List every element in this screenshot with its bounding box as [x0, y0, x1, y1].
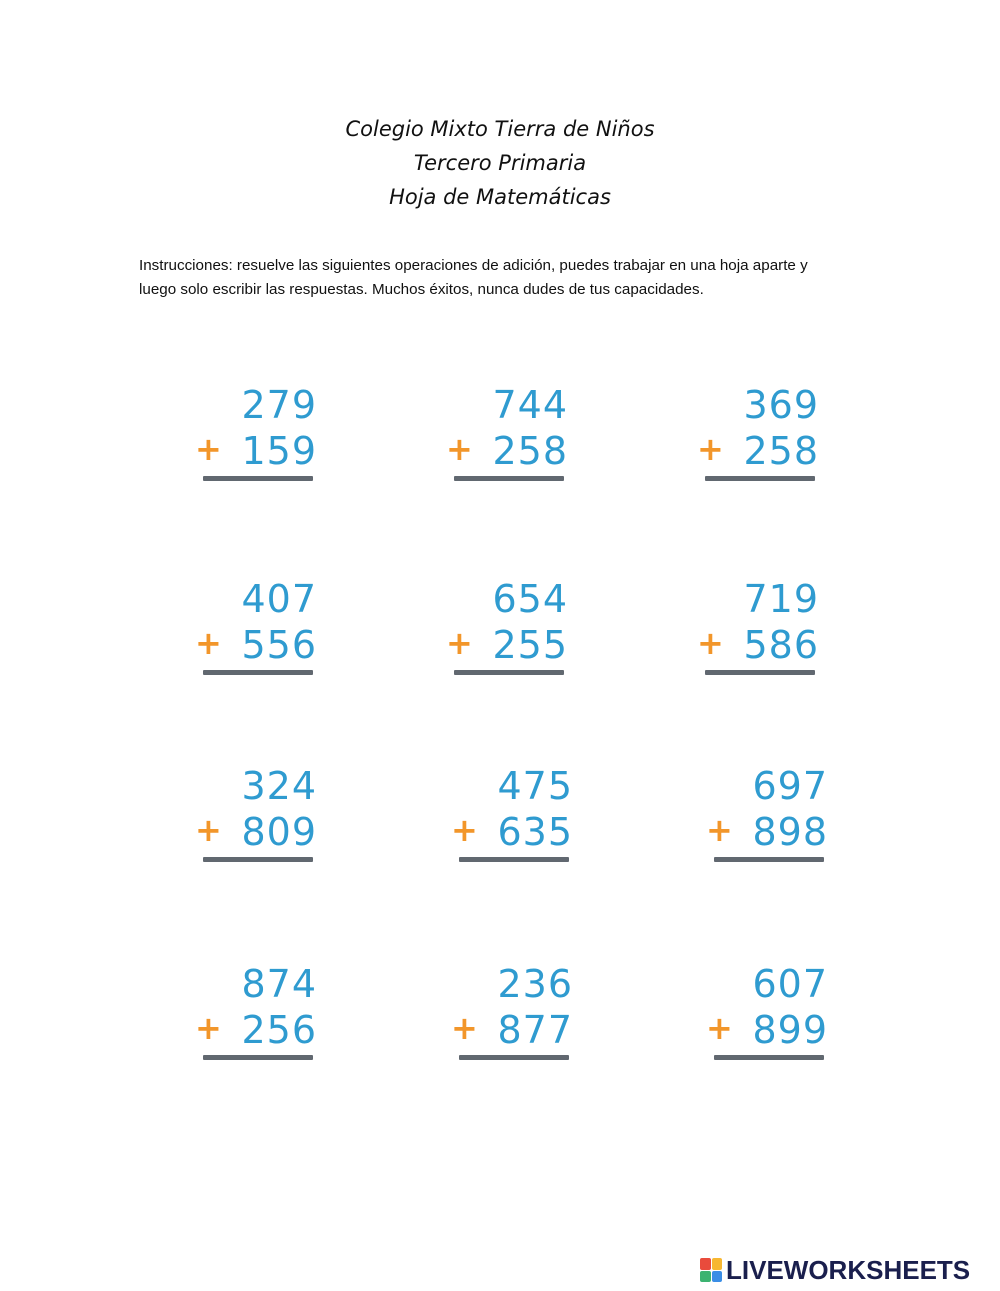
- plus-sign: +: [446, 430, 473, 468]
- plus-sign: +: [451, 1009, 478, 1047]
- addition-problem: [413, 764, 573, 874]
- plus-sign: +: [706, 811, 733, 849]
- plus-sign: +: [446, 624, 473, 662]
- instructions-line-1: Instrucciones: resuelve las siguientes operaciones de adición, puedes trabajar en una hoja aparte y: [139, 257, 808, 274]
- liveworksheets-logo[interactable]: [700, 1254, 970, 1286]
- instructions-line-2: luego solo escribir las respuestas. Muchos éxitos, nunca dudes de tus capacidades.: [139, 281, 704, 298]
- brand-name: LIVEWORKSHEETS: [726, 1254, 971, 1285]
- addition-problem: [157, 962, 317, 1072]
- answer-line: [203, 1055, 313, 1060]
- bottom-addend: 255: [492, 623, 568, 667]
- plus-sign: +: [697, 430, 724, 468]
- answer-line: [459, 1055, 569, 1060]
- top-addend: 654: [492, 577, 568, 621]
- addition-problem: [157, 577, 317, 687]
- addition-problem: [413, 962, 573, 1072]
- bottom-addend: 159: [241, 429, 317, 473]
- answer-line: [203, 670, 313, 675]
- answer-line: [705, 476, 815, 481]
- top-addend: 719: [743, 577, 819, 621]
- plus-sign: +: [195, 624, 222, 662]
- bottom-addend: 586: [743, 623, 819, 667]
- answer-line: [705, 670, 815, 675]
- answer-line: [714, 1055, 824, 1060]
- plus-sign: +: [195, 811, 222, 849]
- answer-line: [203, 857, 313, 862]
- plus-sign: +: [697, 624, 724, 662]
- plus-sign: +: [195, 1009, 222, 1047]
- answer-line: [454, 670, 564, 675]
- addition-problem: [408, 383, 568, 493]
- addition-problem: [157, 383, 317, 493]
- addition-problem: [668, 764, 828, 874]
- answer-line: [459, 857, 569, 862]
- bottom-addend: 258: [492, 429, 568, 473]
- worksheet-header: [0, 112, 1000, 214]
- answer-line: [454, 476, 564, 481]
- bottom-addend: 256: [241, 1008, 317, 1052]
- bottom-addend: 556: [241, 623, 317, 667]
- addition-problem: [408, 577, 568, 687]
- top-addend: 744: [492, 383, 568, 427]
- addition-problem: [668, 962, 828, 1072]
- top-addend: 279: [241, 383, 317, 427]
- top-addend: 607: [752, 962, 828, 1006]
- top-addend: 697: [752, 764, 828, 808]
- top-addend: 874: [241, 962, 317, 1006]
- bottom-addend: 635: [497, 810, 573, 854]
- top-addend: 407: [241, 577, 317, 621]
- liveworksheets-logo-icon: [700, 1258, 722, 1282]
- instructions: [139, 254, 869, 302]
- top-addend: 236: [497, 962, 573, 1006]
- top-addend: 324: [241, 764, 317, 808]
- bottom-addend: 258: [743, 429, 819, 473]
- plus-sign: +: [195, 430, 222, 468]
- plus-sign: +: [451, 811, 478, 849]
- addition-problem: [157, 764, 317, 874]
- bottom-addend: 898: [752, 810, 828, 854]
- grade-level: Tercero Primaria: [413, 151, 587, 175]
- plus-sign: +: [706, 1009, 733, 1047]
- top-addend: 369: [743, 383, 819, 427]
- addition-problem: [659, 383, 819, 493]
- top-addend: 475: [497, 764, 573, 808]
- bottom-addend: 877: [497, 1008, 573, 1052]
- school-name: Colegio Mixto Tierra de Niños: [345, 117, 655, 141]
- bottom-addend: 809: [241, 810, 317, 854]
- worksheet-title: Hoja de Matemáticas: [389, 185, 611, 209]
- answer-line: [714, 857, 824, 862]
- addition-problem: [659, 577, 819, 687]
- answer-line: [203, 476, 313, 481]
- bottom-addend: 899: [752, 1008, 828, 1052]
